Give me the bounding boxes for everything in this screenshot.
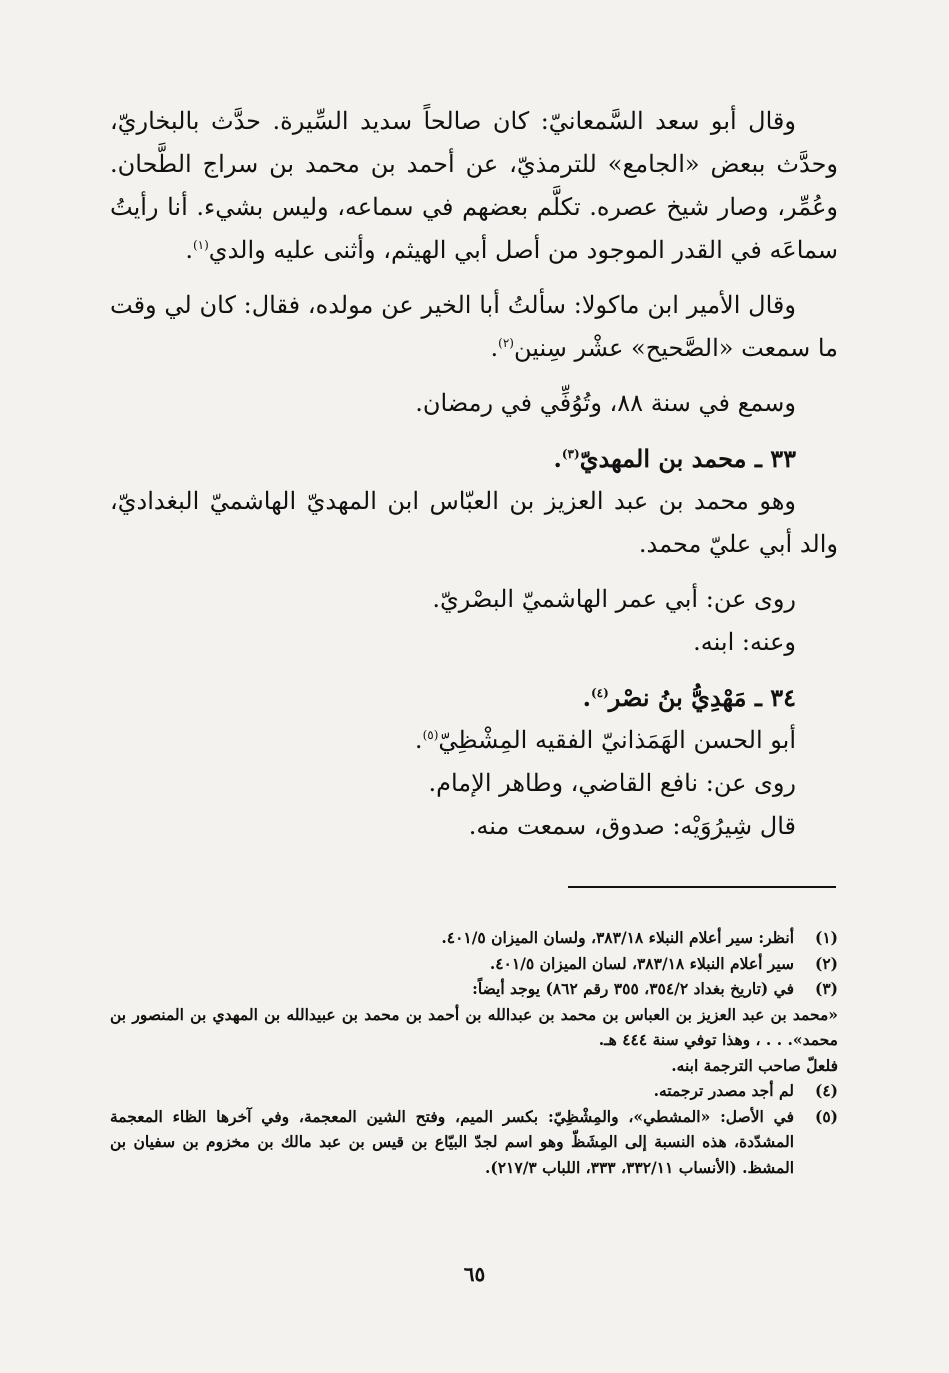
footnote-2 [110,951,838,977]
entry-33-heading: ٣٣ ـ محمد بن المهديّ$^{(٣)}$. [553,444,796,473]
footnote-number: (٥) [814,1106,838,1126]
body-text [110,100,838,848]
footnote-divider [568,886,836,888]
entry-33-title: ٣٣ ـ محمد بن المهديّ [579,444,796,473]
footnote-4 [110,1078,838,1104]
footnote-text: لم أجد مصدر ترجمته. [653,1081,794,1100]
footnote-text: في (تاريخ بغداد ٣٥٤/٢، ٣٥٥ رقم ٨٦٢) يوجد أيضاً: [472,979,794,998]
paragraph-samani: وقال أبو سعد السَّمعانيّ: كان صالحاً سديد السِّيرة. حدَّث بالبخاريّ، وحدَّث ببعض «الجامع» للترمذيّ، عن أحمد بن محمد بن سراج الطَّحان. وعُمِّر، وصار شيخ عصره. تكلَّم بعضهم في سماعه، وليس بشيء. أنا رأيتُ سماعَه في القدر الموجود من أصل أبي الهيثم، وأثنى عليه والدي$^{(١)}$. [110,107,838,264]
footnote-ref-5[interactable]: (٥) [422,728,439,742]
footnote-ref-1[interactable]: (١) [192,238,209,252]
footnote-1 [110,925,838,951]
footnote-text: في الأصل: «المشطي»، والمِشْظِيّ: بكسر الميم، وفتح الشين المعجمة، وفي آخرها الظاء المعجمة المشدّدة، هذه النسبة إلى المِشَظّ وهو اسم لجدّ البيّاع بن قيس بن عبد مالك بن مخزوم بن سفيان بن المشظ. (الأنساب ٣٣٢/١١، ٣٣٣، اللباب ٢١٧/٣). [110,1106,794,1177]
footnote-number: (٤) [814,1081,838,1100]
footnote-3 [110,976,838,1002]
footnote-text: أنظر: سير أعلام النبلاء ٣٨٣/١٨، ولسان الميزان ٤٠١/٥. [441,928,794,947]
page-number: ٦٥ [463,1262,486,1286]
footnote-ref-2[interactable]: (٢) [498,336,514,350]
footnote-number: (١) [814,928,838,947]
paragraph-samani-text: وقال أبو سعد السَّمعانيّ: كان صالحاً سديد السِّيرة. حدَّث بالبخاريّ، وحدَّث ببعض «الجامع» للترمذيّ، عن أحمد بن محمد بن سراج الطَّحان. وعُمِّر، وصار شيخ عصره. تكلَّم بعضهم في سماعه، وليس بشيء. أنا رأيتُ سماعَه في القدر الموجود من أصل أبي الهيثم، وأثنى عليه والدي [110,107,838,264]
paragraph-makula: وقال الأمير ابن ماكولا: سألتُ أبا الخير عن مولده، فقال: كان لي وقت ما سمعت «الصَّحيح» عشْر سِنين$^{(٢)}$. [110,291,838,362]
entry-33-narrated-by: وعنه: ابنه. [693,628,796,656]
footnote-text: سير أعلام النبلاء ٣٨٣/١٨، لسان الميزان ٤٠١/٥. [489,953,794,973]
main-text [110,100,838,848]
footnote-5 [110,1104,838,1181]
entry-33-description: وهو محمد بن عبد العزيز بن العبّاس ابن المهديّ الهاشميّ البغداديّ، والد أبي عليّ محمد. [110,487,838,558]
entry-34-nisba-text: أبو الحسن الهَمَذانيّ الفقيه المِشْظِيّ [438,726,796,754]
entry-34-title: ٣٤ ـ مَهْدِيُّ بنُ نصْر [608,683,796,712]
paragraph-makula-text: وقال الأمير ابن ماكولا: سألتُ أبا الخير عن مولده، فقال: كان لي وقت ما سمعت «الصَّحيح» عشْر سِنين [110,291,838,362]
entry-34-shirawayh: قال شِيرُوَيْه: صدوق، سمعت منه. [468,812,796,840]
entry-34-nisba: أبو الحسن الهَمَذانيّ الفقيه المِشْظِيّ$^{(٥)}$. [414,726,796,754]
footnote-number: (٣) [814,979,838,998]
entry-33-narrated-from: روى عن: أبي عمر الهاشميّ البصْريّ. [432,585,796,613]
entry-34-narrated-from: روى عن: نافع القاضي، وطاهر الإمام. [428,769,796,797]
footnote-3-conclusion: فلعلّ صاحب الترجمة ابنه. [671,1055,838,1075]
paragraph-death: وسمع في سنة ٨٨، وتُوُفِّي في رمضان. [415,389,796,417]
footnote-number: (٢) [814,953,838,973]
footnotes [110,925,838,1180]
entry-34-heading: ٣٤ ـ مَهْدِيُّ بنُ نصْر$^{(٤)}$. [582,683,796,712]
footnote-3-quote: «محمد بن عبد العزيز بن العباس بن محمد بن عبدالله بن أحمد بن محمد بن عبيدالله بن المهدي بن المنصور بن محمد». . . ، وهذا توفي سنة ٤٤٤ هـ. [110,1004,838,1049]
footnote-ref-4[interactable]: (٤) [590,686,609,700]
footnote-ref-3[interactable]: (٣) [561,447,580,461]
